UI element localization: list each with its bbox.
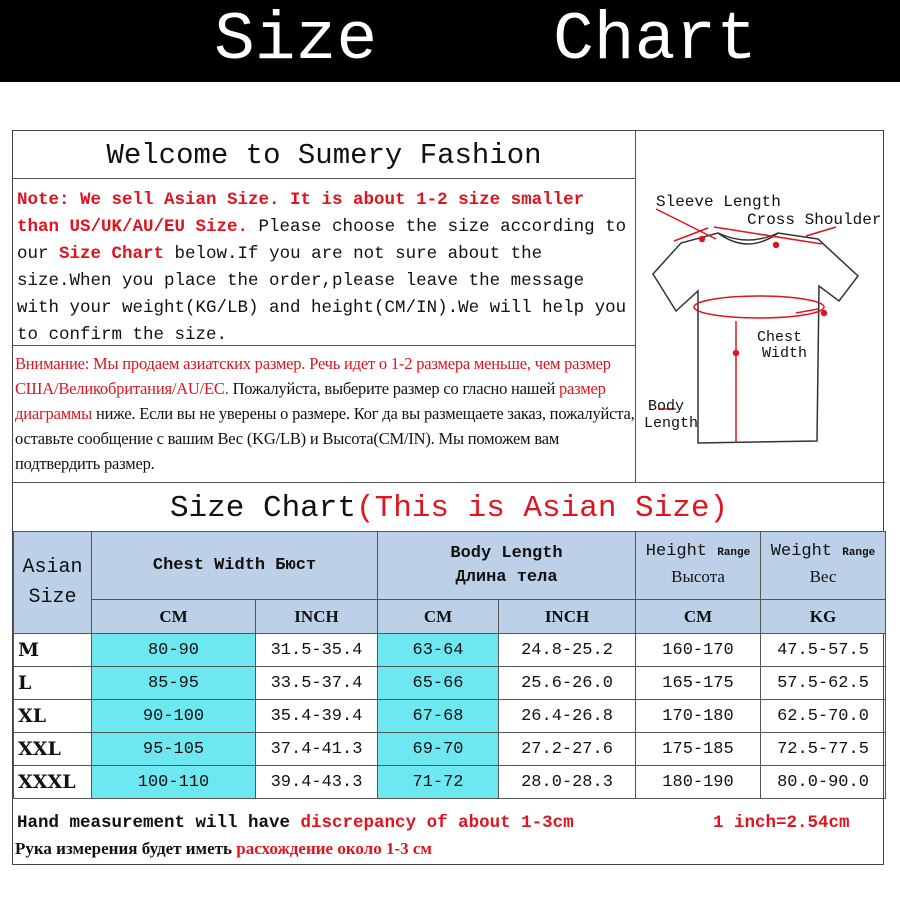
unit-length-cm: CM [378,600,499,634]
size-chart-title-text: Size Chart [169,491,356,526]
note-russian [15,351,635,476]
banner-title-chart: Chart [553,2,758,79]
note-warning: Note: We sell Asian Size. It is about 1-2 size smaller than US/UK/AU/EU Size. [17,190,595,237]
banner [0,0,900,82]
header-height-en: Height [645,542,708,561]
footer-en-text: Hand measurement will have [17,813,301,833]
length-cm: 69-70 [378,733,499,766]
footer-inch-conversion: 1 inch=2.54cm [713,813,850,833]
size-label: XXL [14,733,92,766]
weight-kg: 80.0-90.0 [761,766,886,799]
tshirt-measurement-diagram [636,131,884,481]
weight-kg: 47.5-57.5 [761,634,886,667]
label-width: Width [762,345,808,362]
label-cross-shoulder: Cross Shoulder [747,211,882,229]
unit-weight-kg: KG [761,600,886,634]
header-asian-size [14,532,92,634]
length-cm: 63-64 [378,634,499,667]
note-text: Please choose the size according to our [17,217,637,264]
size-label: L [14,667,92,700]
note-ru-text-2: ниже. Если вы не уверены о размере. Ког да вы размещаете заказ, пожалуйста, оставьте сообщение с вашим Вес (KG/LB) и Высота(CM/IN). Мы поможем вам подтвердить размер. [15,404,635,473]
size-table [13,531,886,799]
header-weight-range: Range [842,547,876,559]
header-body-length-ru: Длина тела [455,567,558,587]
footer-note-russian [15,839,881,859]
label-sleeve-length: Sleeve Length [656,193,781,211]
note-ru-text: Пожалуйста, выберите размер со гласно нашей [228,379,559,398]
label-length: Length [644,415,699,432]
size-label: XXXL [14,766,92,799]
length-cm: 71-72 [378,766,499,799]
size-label: M [14,634,92,667]
chest-inch: 39.4-43.3 [256,766,378,799]
length-inch: 25.6-26.0 [499,667,636,700]
chest-cm: 95-105 [92,733,256,766]
unit-length-inch: INCH [499,600,636,634]
size-chart-title [13,487,885,531]
chest-inch: 35.4-39.4 [256,700,378,733]
height-cm: 165-175 [636,667,761,700]
header-asian: Asian [22,555,83,579]
length-cm: 67-68 [378,700,499,733]
chest-cm: 80-90 [92,634,256,667]
header-size: Size [28,585,77,609]
size-chart-panel [12,130,884,865]
chest-inch: 31.5-35.4 [256,634,378,667]
header-weight [761,532,886,600]
height-cm: 175-185 [636,733,761,766]
chest-cm: 90-100 [92,700,256,733]
header-height [636,532,761,600]
length-inch: 24.8-25.2 [499,634,636,667]
unit-chest-inch: INCH [256,600,378,634]
chest-inch: 33.5-37.4 [256,667,378,700]
weight-kg: 72.5-77.5 [761,733,886,766]
footer-note-english [17,813,883,833]
header-height-range: Range [717,547,751,559]
size-chart-title-note: (This is Asian Size) [355,491,729,526]
banner-title-size: Size [214,2,378,79]
header-height-ru: Высота [671,567,725,586]
note-ru-size-chart: размер диаграммы [15,379,606,423]
footer-ru-text: Рука измерения будет иметь [15,839,237,858]
note-ru-warning: Внимание: Мы продаем азиатских размер. Речь идет о 1-2 размера меньше, чем размер США/Великобритания/AU/EC. [15,354,611,398]
table-row [14,733,886,766]
weight-kg: 62.5-70.0 [761,700,886,733]
note-size-chart: Size Chart [59,244,165,264]
weight-kg: 57.5-62.5 [761,667,886,700]
unit-chest-cm: CM [92,600,256,634]
table-row [14,634,886,667]
size-label: XL [14,700,92,733]
header-body-length [378,532,636,600]
welcome-heading: Welcome to Sumery Fashion [106,139,542,172]
length-inch: 26.4-26.8 [499,700,636,733]
header-chest-width: Chest Width Бюст [92,532,378,600]
footer-en-discrepancy: discrepancy of about 1-3cm [300,813,574,833]
note-text-2: below.If you are not sure about the size.When you place the order,please leave the message with your weight(KG/LB) and height(CM/IN).We will help you to confirm the size. [17,244,637,345]
height-cm: 160-170 [636,634,761,667]
chest-cm: 100-110 [92,766,256,799]
header-body-length-en: Body Length [450,543,563,563]
table-row [14,766,886,799]
divider [13,178,635,179]
header-weight-en: Weight [770,542,833,561]
table-row [14,700,886,733]
header-weight-ru: Вес [809,567,837,586]
length-inch: 27.2-27.6 [499,733,636,766]
divider [13,482,885,483]
label-chest: Chest [757,329,803,346]
table-row [14,667,886,700]
length-cm: 65-66 [378,667,499,700]
height-cm: 170-180 [636,700,761,733]
height-cm: 180-190 [636,766,761,799]
chest-inch: 37.4-41.3 [256,733,378,766]
label-body: Body [648,398,685,415]
footer-ru-discrepancy: расхождение около 1-3 см [236,839,432,858]
note-english [17,187,637,349]
length-inch: 28.0-28.3 [499,766,636,799]
chest-cm: 85-95 [92,667,256,700]
unit-height-cm: CM [636,600,761,634]
